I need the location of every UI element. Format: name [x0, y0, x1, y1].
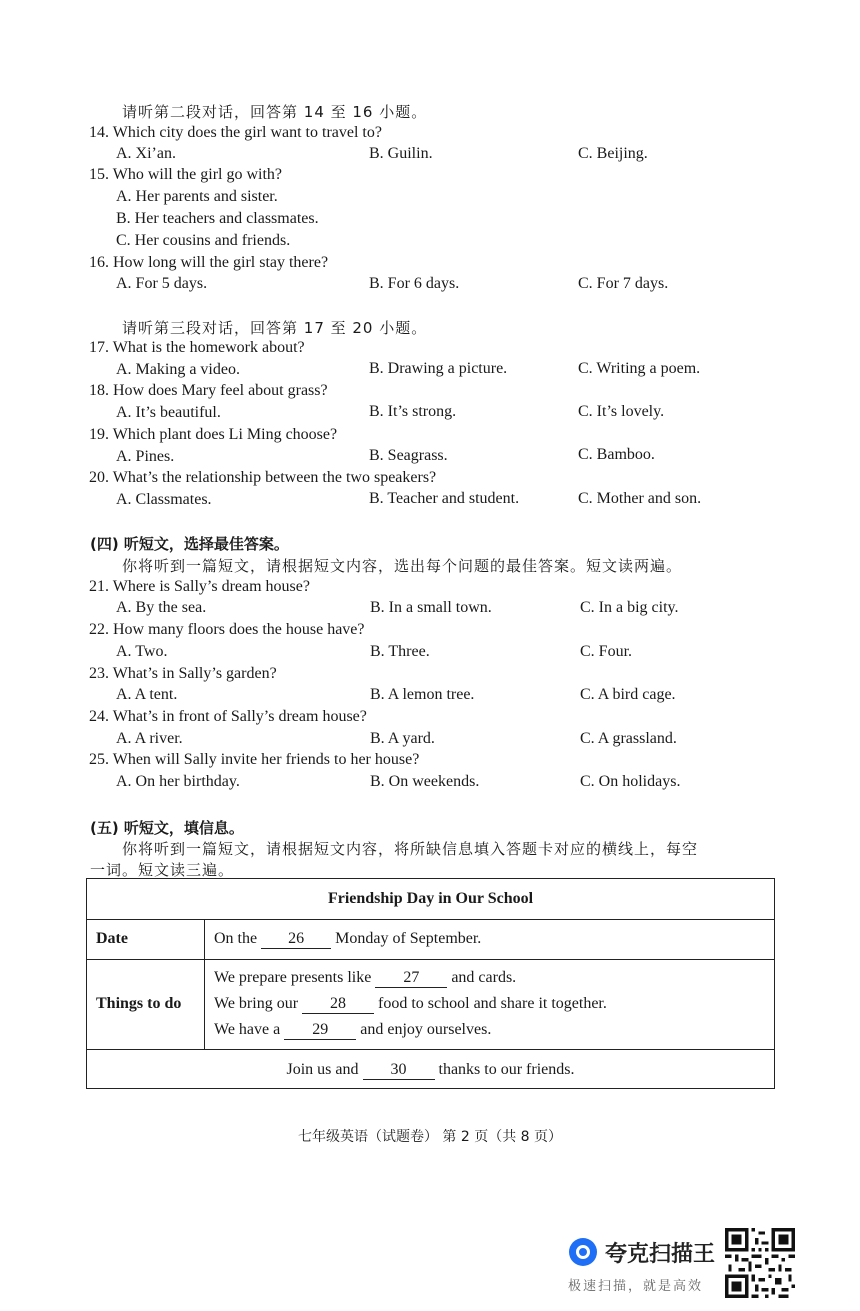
line1-text-post: and cards. — [451, 969, 517, 986]
question-23: 23. What’s in Sally’s garden? — [89, 665, 277, 682]
blank-27: 27 — [375, 969, 447, 988]
section-5-instruction-line2: 一词。短文读三遍。 — [90, 861, 235, 879]
question-14: 14. Which city does the girl want to travel to? — [89, 124, 382, 141]
q21-option-c: C. In a big city. — [580, 599, 679, 616]
question-18: 18. How does Mary feel about grass? — [89, 382, 328, 399]
question-15: 15. Who will the girl go with? — [89, 166, 283, 183]
join-row — [87, 1061, 774, 1080]
join-text-post: thanks to our friends. — [438, 1061, 575, 1078]
q20-option-b: B. Teacher and student. — [369, 490, 520, 507]
table-column-divider — [204, 919, 205, 1049]
table-divider — [87, 959, 774, 960]
section-4-title: (四) 听短文，选择最佳答案。 — [90, 535, 289, 553]
table-divider — [87, 1049, 774, 1050]
question-24: 24. What’s in front of Sally’s dream house? — [89, 708, 367, 725]
question-25: 25. When will Sally invite her friends to her house? — [89, 751, 420, 768]
q24-option-c: C. A grassland. — [580, 730, 677, 747]
line1-text-pre: We prepare presents like — [214, 969, 372, 986]
q16-option-c: C. For 7 days. — [578, 275, 669, 292]
page-footer: 七年级英语（试题卷） 第 2 页（共 8 页） — [297, 1129, 563, 1145]
q15-option-a: A. Her parents and sister. — [116, 188, 278, 205]
watermark-slogan: 极速扫描，就是高效 — [568, 1279, 704, 1294]
q25-option-b: B. On weekends. — [370, 773, 480, 790]
info-table — [86, 878, 775, 1089]
q15-option-c: C. Her cousins and friends. — [116, 232, 291, 249]
qr-code-icon — [725, 1228, 795, 1298]
line2-text-post: food to school and share it together. — [378, 995, 607, 1012]
q20-option-a: A. Classmates. — [116, 491, 212, 508]
blank-29: 29 — [284, 1021, 356, 1040]
question-20: 20. What’s the relationship between the two speakers? — [89, 469, 437, 486]
question-22: 22. How many floors does the house have? — [89, 621, 365, 638]
blank-30: 30 — [363, 1061, 435, 1080]
question-16: 16. How long will the girl stay there? — [89, 254, 329, 271]
q16-option-b: B. For 6 days. — [369, 275, 460, 292]
q14-option-a: A. Xi’an. — [116, 145, 176, 162]
section-instruction: 请听第二段对话，回答第 14 至 16 小题。 — [122, 103, 428, 121]
line3-text-post: and enjoy ourselves. — [360, 1021, 492, 1038]
q14-option-c: C. Beijing. — [578, 145, 648, 162]
blank-28: 28 — [302, 995, 374, 1014]
q14-option-b: B. Guilin. — [369, 145, 433, 162]
q21-option-b: B. In a small town. — [370, 599, 492, 616]
q25-option-a: A. On her birthday. — [116, 773, 240, 790]
table-divider — [87, 919, 774, 920]
join-text-pre: Join us and — [286, 1061, 359, 1078]
q15-option-b: B. Her teachers and classmates. — [116, 210, 319, 227]
question-19: 19. Which plant does Li Ming choose? — [89, 426, 338, 443]
things-line-1 — [214, 969, 516, 988]
things-line-3 — [214, 1021, 491, 1040]
things-label: Things to do — [96, 995, 182, 1012]
q22-option-a: A. Two. — [116, 643, 168, 660]
date-label: Date — [96, 930, 128, 947]
q19-option-b: B. Seagrass. — [369, 447, 448, 464]
q22-option-c: C. Four. — [580, 643, 633, 660]
section-4-instruction: 你将听到一篇短文，请根据短文内容，选出每个问题的最佳答案。短文读两遍。 — [122, 557, 683, 575]
section-instruction: 请听第三段对话，回答第 17 至 20 小题。 — [122, 319, 428, 337]
things-line-2 — [214, 995, 607, 1014]
q17-option-a: A. Making a video. — [116, 361, 240, 378]
q24-option-a: A. A river. — [116, 730, 183, 747]
blank-26: 26 — [261, 930, 331, 949]
q16-option-a: A. For 5 days. — [116, 275, 208, 292]
q18-option-c: C. It’s lovely. — [578, 403, 665, 420]
q17-option-c: C. Writing a poem. — [578, 360, 701, 377]
q23-option-b: B. A lemon tree. — [370, 686, 475, 703]
q18-option-a: A. It’s beautiful. — [116, 404, 221, 421]
date-text-post: Monday of September. — [335, 930, 482, 947]
q25-option-c: C. On holidays. — [580, 773, 681, 790]
q24-option-b: B. A yard. — [370, 730, 435, 747]
q22-option-b: B. Three. — [370, 643, 430, 660]
line3-text-pre: We have a — [214, 1021, 281, 1038]
q20-option-c: C. Mother and son. — [578, 490, 702, 507]
q21-option-a: A. By the sea. — [116, 599, 207, 616]
question-21: 21. Where is Sally’s dream house? — [89, 578, 310, 595]
q23-option-a: A. A tent. — [116, 686, 178, 703]
q19-option-c: C. Bamboo. — [578, 446, 655, 463]
q17-option-b: B. Drawing a picture. — [369, 360, 508, 377]
date-row — [214, 930, 481, 949]
question-17: 17. What is the homework about? — [89, 339, 305, 356]
line2-text-pre: We bring our — [214, 995, 299, 1012]
table-title: Friendship Day in Our School — [327, 890, 534, 907]
quark-logo-icon — [569, 1238, 597, 1266]
q23-option-c: C. A bird cage. — [580, 686, 676, 703]
date-text-pre: On the — [214, 930, 258, 947]
watermark-name: 夸克扫描王 — [605, 1242, 716, 1267]
q18-option-b: B. It’s strong. — [369, 403, 457, 420]
q19-option-a: A. Pines. — [116, 448, 175, 465]
section-5-instruction-line1: 你将听到一篇短文，请根据短文内容，将所缺信息填入答题卡对应的横线上，每空 — [122, 840, 699, 858]
section-5-title: (五) 听短文，填信息。 — [90, 819, 244, 837]
